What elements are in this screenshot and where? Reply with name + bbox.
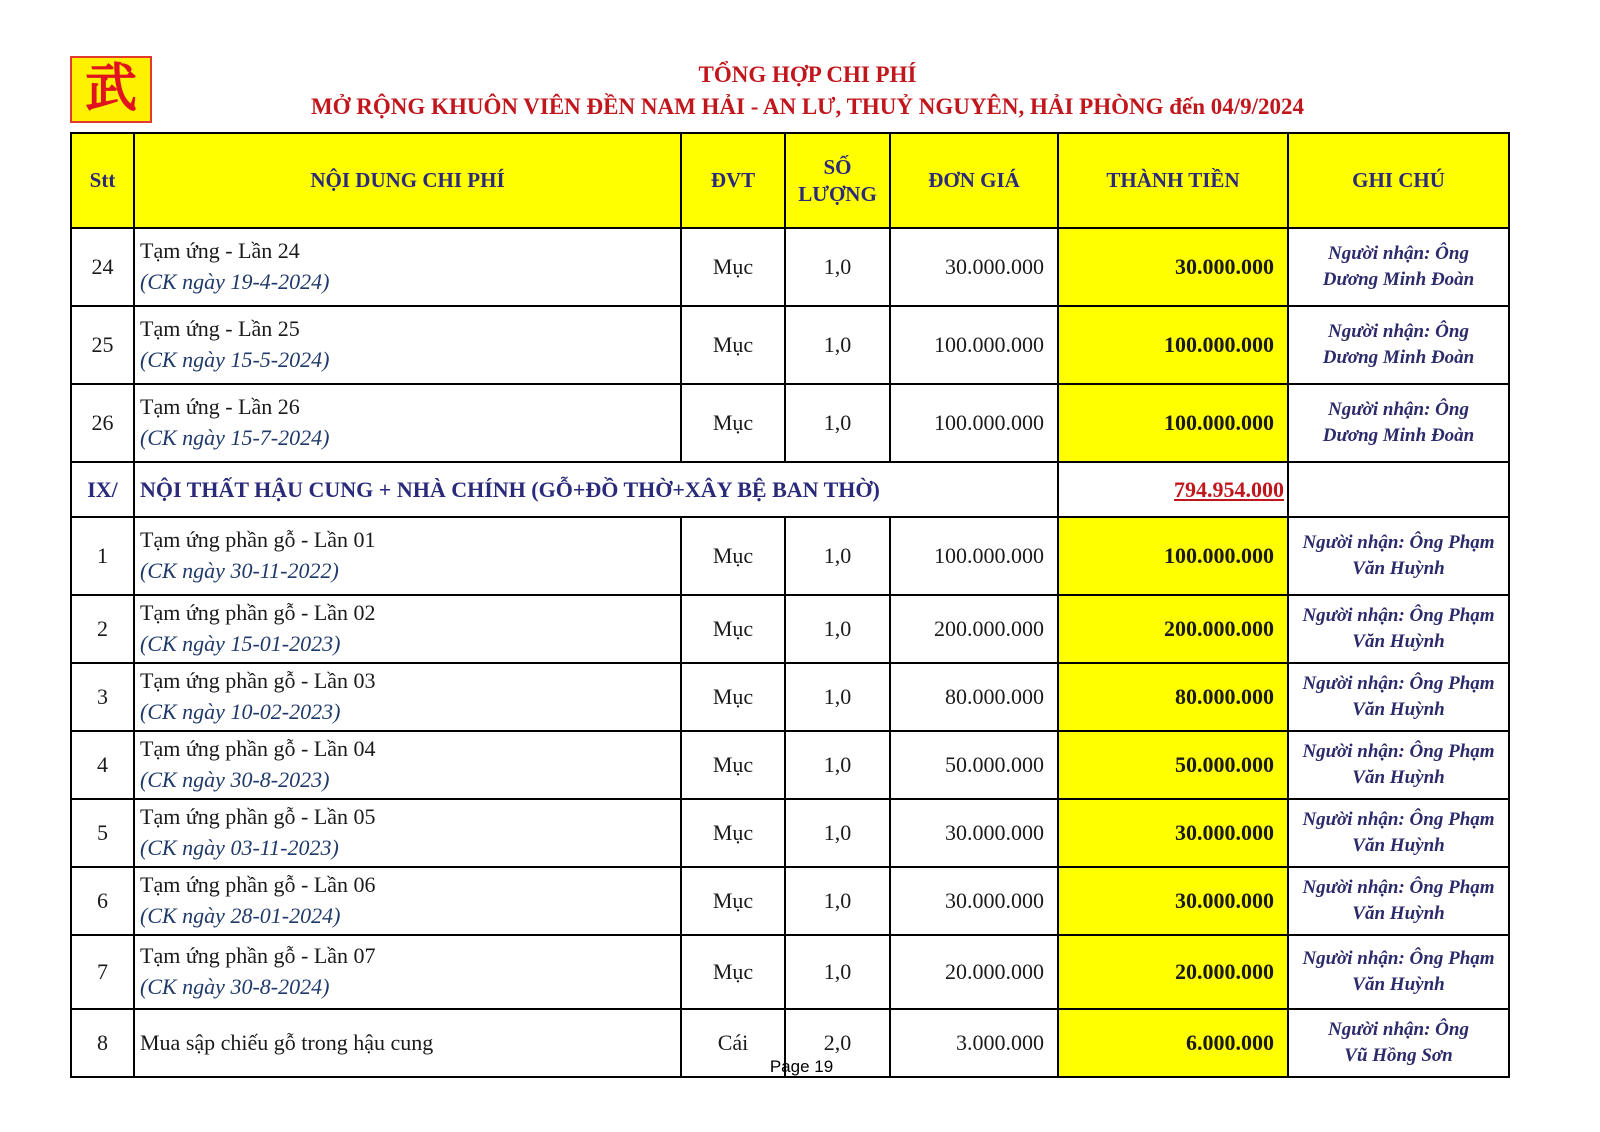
row-unit: Mục [681,731,785,799]
transfer-date: (CK ngày 03-11-2023) [140,835,339,860]
row-stt: 5 [71,799,134,867]
row-quantity: 1,0 [785,517,890,595]
section-number: IX/ [71,462,134,517]
row-stt: 8 [71,1009,134,1077]
note-line2: Dương Minh Đoàn [1322,425,1475,446]
row-unit-price: 100.000.000 [890,306,1058,384]
note-line1: Người nhận: Ông [1328,321,1469,343]
row-unit: Mục [681,663,785,731]
document-subtitle: MỞ RỘNG KHUÔN VIÊN ĐỀN NAM HẢI - AN LƯ, THUỶ NGUYÊN, HẢI PHÒNG đến 04/9/2024 [310,94,1305,119]
row-description [134,228,681,306]
table-row [71,228,1509,306]
header-total: THÀNH TIỀN [1058,133,1288,228]
row-unit: Mục [681,306,785,384]
row-quantity: 1,0 [785,306,890,384]
row-unit-price: 20.000.000 [890,935,1058,1009]
note-line2: Văn Huỳnh [1352,835,1445,856]
description-text: Mua sập chiếu gỗ trong hậu cung [140,1029,434,1055]
transfer-date: (CK ngày 30-11-2022) [140,558,339,583]
header-description: NỘI DUNG CHI PHÍ [134,133,681,228]
row-description [134,935,681,1009]
note-line2: Văn Huỳnh [1352,767,1445,788]
row-stt: 26 [71,384,134,462]
description-text: Tạm ứng - Lần 26 [140,394,300,420]
row-description [134,384,681,462]
row-total: 100.000.000 [1058,384,1288,462]
description-text: Tạm ứng - Lần 25 [140,316,300,342]
note-line2: Dương Minh Đoàn [1322,269,1475,290]
row-quantity: 1,0 [785,867,890,935]
description-text: Tạm ứng phần gỗ - Lần 07 [140,943,376,969]
row-total: 50.000.000 [1058,731,1288,799]
row-quantity: 1,0 [785,384,890,462]
row-unit-price: 100.000.000 [890,517,1058,595]
transfer-date: (CK ngày 28-01-2024) [140,903,341,928]
table-header-row [71,133,1509,228]
transfer-date: (CK ngày 15-7-2024) [140,425,330,450]
row-note [1288,384,1509,462]
note-line1: Người nhận: Ông Phạm [1302,605,1495,627]
note-line2: Văn Huỳnh [1352,974,1445,995]
note-line1: Người nhận: Ông [1328,399,1469,421]
row-total: 80.000.000 [1058,663,1288,731]
row-unit-price: 200.000.000 [890,595,1058,663]
logo-glyph: 武 [84,60,137,118]
note-line1: Người nhận: Ông Phạm [1302,948,1495,970]
row-note [1288,595,1509,663]
row-stt: 25 [71,306,134,384]
row-total: 20.000.000 [1058,935,1288,1009]
note-line1: Người nhận: Ông Phạm [1302,532,1495,554]
description-text: Tạm ứng phần gỗ - Lần 03 [140,668,376,694]
transfer-date: (CK ngày 15-5-2024) [140,347,330,372]
row-note [1288,306,1509,384]
row-description [134,799,681,867]
header-unit-price: ĐƠN GIÁ [890,133,1058,228]
row-unit: Mục [681,935,785,1009]
document-title: TỔNG HỢP CHI PHÍ [698,62,917,87]
row-unit-price: 30.000.000 [890,799,1058,867]
row-unit-price: 100.000.000 [890,384,1058,462]
table-row [71,384,1509,462]
transfer-date: (CK ngày 10-02-2023) [140,699,341,724]
row-unit-price: 30.000.000 [890,867,1058,935]
row-unit: Mục [681,799,785,867]
row-total: 30.000.000 [1058,799,1288,867]
row-description [134,867,681,935]
row-quantity: 1,0 [785,228,890,306]
row-note [1288,799,1509,867]
transfer-date: (CK ngày 30-8-2024) [140,974,330,999]
table-row [71,867,1509,935]
note-line2: Văn Huỳnh [1352,558,1445,579]
row-description [134,663,681,731]
description-text: Tạm ứng phần gỗ - Lần 05 [140,804,376,830]
row-note [1288,228,1509,306]
note-line2: Văn Huỳnh [1352,631,1445,652]
header-unit: ĐVT [681,133,785,228]
row-unit-price: 30.000.000 [890,228,1058,306]
transfer-date: (CK ngày 19-4-2024) [140,269,330,294]
row-note [1288,663,1509,731]
table-row [71,517,1509,595]
note-line1: Người nhận: Ông [1328,243,1469,265]
table-row [71,731,1509,799]
description-text: Tạm ứng phần gỗ - Lần 02 [140,600,376,626]
header-quantity-line2: LƯỢNG [798,181,877,206]
row-unit: Mục [681,384,785,462]
row-description [134,517,681,595]
note-line1: Người nhận: Ông Phạm [1302,741,1495,763]
note-line2: Văn Huỳnh [1352,699,1445,720]
section-row [71,462,1509,517]
row-stt: 3 [71,663,134,731]
section-note-empty [1288,462,1509,517]
row-unit: Mục [681,228,785,306]
table-row [71,663,1509,731]
row-unit-price: 50.000.000 [890,731,1058,799]
note-line2: Dương Minh Đoàn [1322,347,1475,368]
row-quantity: 2,0 [785,1009,890,1077]
row-total: 30.000.000 [1058,228,1288,306]
table-row [71,595,1509,663]
note-line1: Người nhận: Ông Phạm [1302,673,1495,695]
note-line2: Vũ Hồng Sơn [1344,1045,1453,1066]
note-line2: Văn Huỳnh [1352,903,1445,924]
row-stt: 1 [71,517,134,595]
row-total: 100.000.000 [1058,517,1288,595]
row-total: 100.000.000 [1058,306,1288,384]
description-text: Tạm ứng phần gỗ - Lần 04 [140,736,376,762]
row-unit: Mục [681,595,785,663]
row-unit: Mục [681,867,785,935]
row-description [134,595,681,663]
row-unit-price: 3.000.000 [890,1009,1058,1077]
row-total: 200.000.000 [1058,595,1288,663]
cost-table [70,132,1510,1078]
row-quantity: 1,0 [785,595,890,663]
row-unit: Mục [681,517,785,595]
row-total: 6.000.000 [1058,1009,1288,1077]
page-number: Page 19 [769,1057,834,1076]
transfer-date: (CK ngày 15-01-2023) [140,631,341,656]
row-stt: 2 [71,595,134,663]
note-line1: Người nhận: Ông Phạm [1302,809,1495,831]
table-row [71,935,1509,1009]
table-row [71,306,1509,384]
note-line1: Người nhận: Ông Phạm [1302,877,1495,899]
row-stt: 24 [71,228,134,306]
note-line1: Người nhận: Ông [1328,1019,1469,1041]
transfer-date: (CK ngày 30-8-2023) [140,767,330,792]
row-description [134,731,681,799]
header-stt: Stt [71,133,134,228]
header-quantity-line1: SỐ [823,155,852,180]
row-quantity: 1,0 [785,935,890,1009]
header-note: GHI CHÚ [1288,133,1509,228]
row-description [134,306,681,384]
description-text: Tạm ứng phần gỗ - Lần 06 [140,872,376,898]
table-row [71,799,1509,867]
row-stt: 6 [71,867,134,935]
description-text: Tạm ứng phần gỗ - Lần 01 [140,527,376,553]
row-unit-price: 80.000.000 [890,663,1058,731]
section-total: 794.954.000 [1058,462,1288,517]
row-note [1288,731,1509,799]
row-note [1288,935,1509,1009]
header-quantity [785,133,890,228]
row-note [1288,867,1509,935]
row-unit: Cái [681,1009,785,1077]
row-note [1288,517,1509,595]
row-stt: 4 [71,731,134,799]
section-title: NỘI THẤT HẬU CUNG + NHÀ CHÍNH (GỖ+ĐỒ THỜ+XÂY BỆ BAN THỜ) [134,462,1058,517]
row-stt: 7 [71,935,134,1009]
row-quantity: 1,0 [785,731,890,799]
row-total: 30.000.000 [1058,867,1288,935]
description-text: Tạm ứng - Lần 24 [140,238,300,264]
row-quantity: 1,0 [785,663,890,731]
row-quantity: 1,0 [785,799,890,867]
